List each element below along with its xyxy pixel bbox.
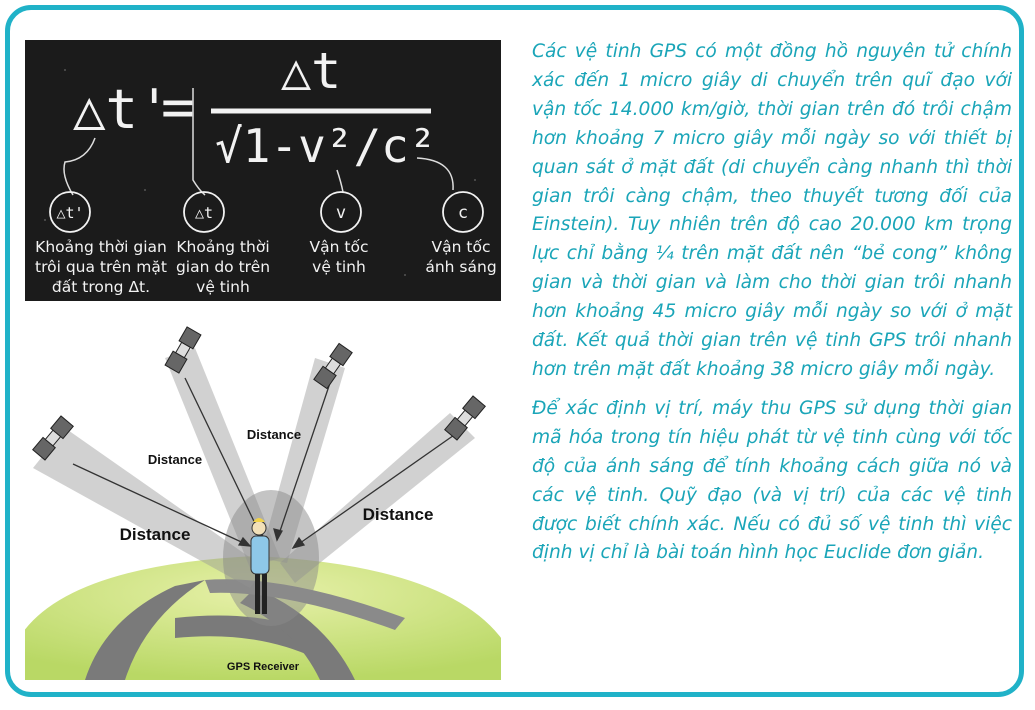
callout-caption: vệ tinh xyxy=(196,278,250,296)
formula-equals: = xyxy=(161,75,195,140)
distance-label: Distance xyxy=(362,505,434,524)
gps-diagram-svg xyxy=(25,318,501,680)
callout-caption: ánh sáng xyxy=(425,258,497,276)
callout-caption: trôi qua trên mặt xyxy=(35,258,167,276)
paragraph: Các vệ tinh GPS có một đồng hồ nguyên tử chính xác đến 1 micro giây di chuyển trên quĩ đạo với vận tốc 14.000 km/giờ, thời gian trên đó trôi chậm hơn khoảng 7 micro giây mỗi ngày so với thiết bị quan sát ở mặt đất (di chuyển càng nhanh thì thời gian trôi càng chậm, theo thuyết tương đối của Einstein). Tuy nhiên trên độ cao 20.000 km trọng lực chỉ bằng ¼ trên mặt đất nên “bẻ cong” không gian và thời gian và làm cho thời gian trôi nhanh hơn khoảng 45 micro giây mỗi ngày so với ở mặt đất. Kết quả thời gian trên vệ tinh GPS trôi nhanh hơn trên mặt đất khoảng 38 micro giây mỗi ngày. xyxy=(532,41,1012,380)
callout-caption: Khoảng thời gian xyxy=(35,238,167,256)
receiver-label: GPS Receiver xyxy=(226,661,300,673)
callout-symbol: v xyxy=(335,203,347,223)
callout-caption: vệ tinh xyxy=(312,258,366,276)
callout-caption: Vận tốc xyxy=(309,238,369,256)
gps-diagram xyxy=(25,318,501,680)
receiver-glow xyxy=(223,490,319,626)
callout-caption: Khoảng thời xyxy=(176,238,270,256)
formula-denominator: √1-v²∕c² xyxy=(215,119,437,173)
formula-svg xyxy=(25,40,501,301)
callout-caption: đất trong Δt. xyxy=(51,278,151,296)
distance-label: Distance xyxy=(119,525,191,544)
distance-label: Distance xyxy=(246,427,302,442)
article-text xyxy=(532,38,1012,578)
callout-symbol: △t xyxy=(194,204,214,222)
distance-label: Distance xyxy=(147,452,203,467)
callout-caption: gian do trên xyxy=(175,258,271,276)
callout-caption: Vận tốc xyxy=(431,238,491,256)
formula-lhs: △t' xyxy=(73,78,171,141)
formula-image xyxy=(25,40,501,301)
callout-symbol: c xyxy=(457,203,469,223)
formula-numerator: △t xyxy=(281,42,342,100)
callout-symbol: △t' xyxy=(56,204,84,222)
paragraph: Để xác định vị trí, máy thu GPS sử dụng thời gian mã hóa trong tín hiệu phát từ vệ tinh cùng với tốc độ của ánh sáng để tính khoảng cách giữa nó và các vệ tinh. Quỹ đạo (và vị trí) của các vệ tinh được biết chính xác. Nếu có đủ số vệ tinh thì việc định vị chỉ là bài toán hình học Euclide đơn giản. xyxy=(532,397,1012,564)
